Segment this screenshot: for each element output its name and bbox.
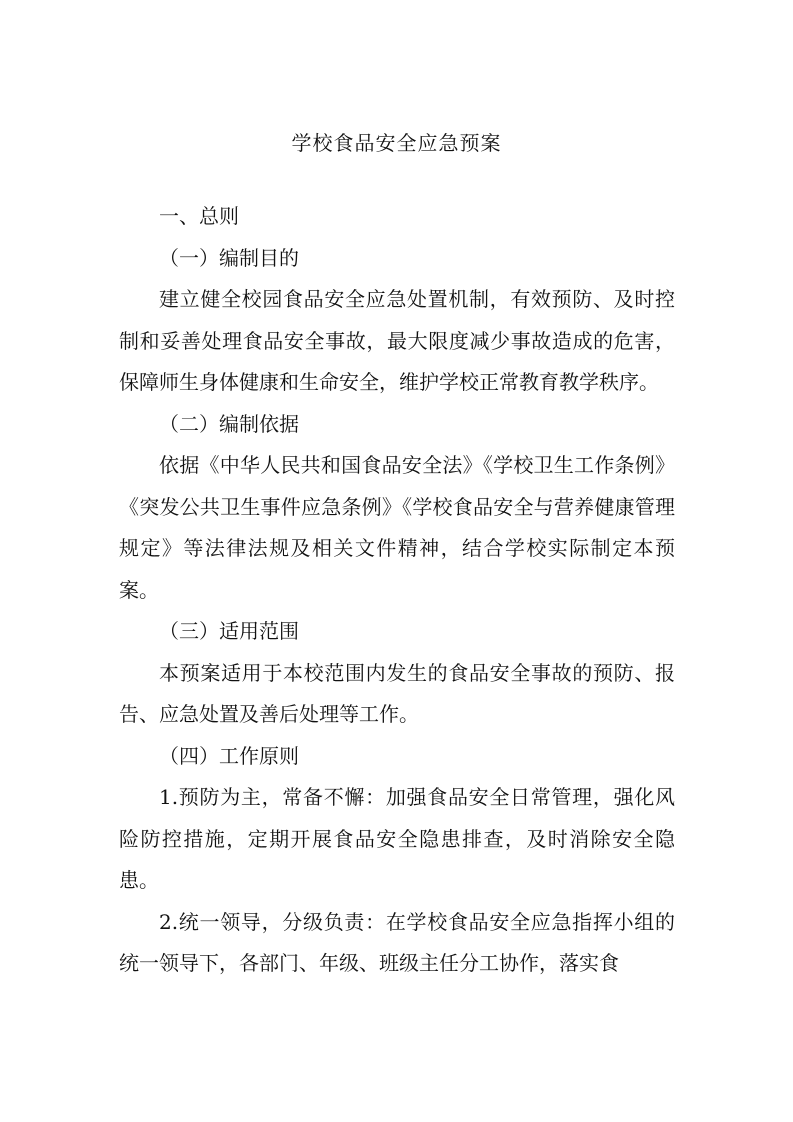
section-heading-general: 一、总则	[159, 204, 239, 228]
paragraph-basis: 依据《中华人民共和国食品安全法》《学校卫生工作条例》《突发公共卫生事件应急条例》《学校食品安全与营养健康管理规定》等法律法规及相关文件精神，结合学校实际制定本预案。	[119, 453, 675, 602]
subsection-heading-purpose: （一）编制目的	[159, 245, 299, 270]
paragraph-principle-2: 2.统一领导，分级负责：在学校食品安全应急指挥小组的统一领导下，各部门、年级、班级主任分工协作，落实食	[119, 909, 675, 975]
subsection-heading-basis: （二）编制依据	[159, 411, 299, 436]
paragraph-scope: 本预案适用于本校范围内发生的食品安全事故的预防、报告、应急处置及善后处理等工作。	[119, 660, 675, 726]
subsection-heading-principles: （四）工作原则	[159, 743, 299, 768]
paragraph-principle-1: 1.预防为主，常备不懈：加强食品安全日常管理，强化风险防控措施，定期开展食品安全隐患排查，及时消除安全隐患。	[119, 785, 675, 892]
paragraph-purpose: 建立健全校园食品安全应急处置机制，有效预防、及时控制和妥善处理食品安全事故，最大限度减少事故造成的危害，保障师生身体健康和生命安全，维护学校正常教育教学秩序。	[119, 287, 675, 394]
document-body	[119, 196, 675, 985]
subsection-heading-scope: （三）适用范围	[159, 619, 299, 643]
document-title: 学校食品安全应急预案	[291, 131, 502, 155]
